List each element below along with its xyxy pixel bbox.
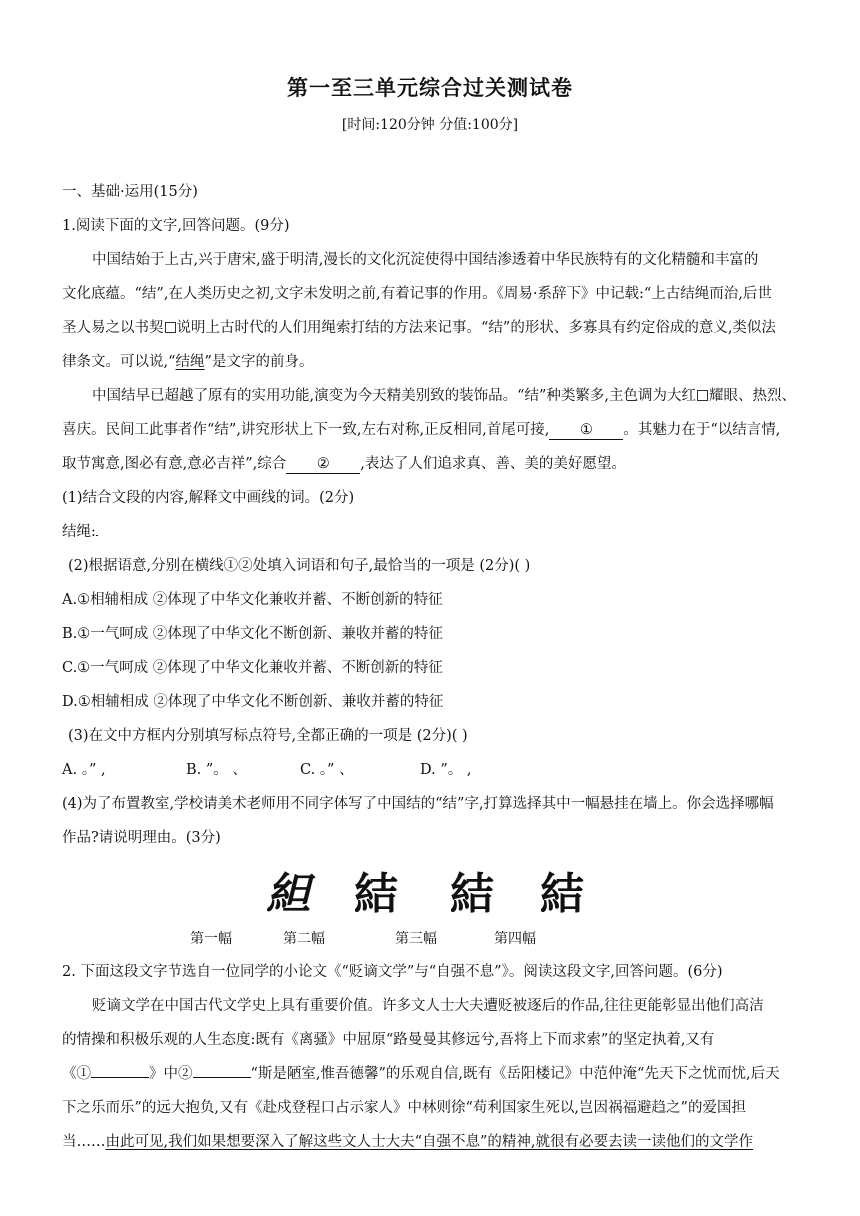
answer-label: 结绳: (62, 524, 96, 540)
passage-text: 说明上古时代的人们用绳索打结的方法来记事。“结”的形状、多寡具有约定俗成的意义,类似法 (176, 320, 776, 336)
passage-text: “斯是陋室,惟吾德馨”的乐观自信,既有《岳阳楼记》中范仲淹“先天下之忧而忧,后天 (250, 1066, 780, 1082)
sub-question-1: (1)结合文段的内容,解释文中画线的词。(2分) (62, 490, 355, 506)
answer-line (62, 522, 98, 542)
passage-line (62, 454, 626, 474)
passage-text: 《① (62, 1066, 91, 1082)
blank-1[interactable]: ① (549, 421, 623, 440)
passage-line: 下之乐而乐”的远大抱负,又有《赴戍登程口占示家人》中林则徐“苟利国家生死以,岂因祸福避趋之”的爱国担 (62, 1100, 746, 1116)
calligraphy-work-3: 結 (450, 870, 494, 919)
passage-text: 中国结早已超越了原有的实用功能,演变为今天精美别致的装饰品。“结”种类繁多,主色调为大红 (92, 388, 697, 404)
passage-text: 取节寓意,图必有意,意必吉祥”,综合 (62, 456, 287, 472)
passage-text: ”是文字的前身。 (204, 354, 314, 370)
passage-text: 喜庆。民间工此事者作“结”,讲究形状上下一致,左右对称,正反相同,首尾可接, (62, 422, 550, 438)
punct-option-c: C. 。” 、 (300, 762, 354, 778)
punct-option-b: B. ”。 、 (186, 762, 247, 778)
passage-text: ,表达了人们追求真、善、美的美好愿望。 (360, 456, 626, 472)
passage-text: 》中② (149, 1066, 193, 1082)
passage-line: 的情操和积极乐观的人生态度:既有《离骚》中屈原“路曼曼其修远兮,吾将上下而求索”的坚定执着,又有 (62, 1032, 715, 1048)
passage-line (62, 1132, 753, 1152)
calligraphy-work-4: 結 (540, 869, 584, 920)
passage-line (62, 318, 776, 338)
answer-blank[interactable] (96, 535, 98, 536)
option-c: C.①一气呵成 ②体现了中华文化兼收并蓄、不断创新的特征 (62, 660, 443, 676)
passage-line (62, 420, 780, 440)
sub-question-2: (2)根据语意,分别在横线①②处填入词语和句子,最恰当的一项是 (2分)( ) (68, 558, 531, 574)
passage-line (62, 352, 313, 372)
underlined-word: 结绳 (175, 354, 205, 370)
passage-line: 贬谪文学在中国古代文学史上具有重要价值。许多文人士大夫遭贬被逐后的作品,往往更能彰显出他们高洁 (92, 998, 764, 1014)
sub-question-4: (4)为了布置教室,学校请美术老师用不同字体写了中国结的“结”字,打算选择其中一幅悬挂在墙上。你会选择哪幅 (62, 796, 774, 812)
question-2-stem: 2. 下面这段文字节选自一位同学的小论文《“贬谪文学”与“自强不息”》。阅读这段文字,回答问题。(6分) (62, 964, 723, 980)
caption-1: 第一幅 (190, 931, 232, 947)
passage-text: 当…… (62, 1134, 106, 1150)
sub-question-4-cont: 作品?请说明理由。(3分) (62, 830, 221, 846)
passage-text: 。其魅力在于“以结言情, (623, 422, 781, 438)
passage-text: 律条文。可以说,“ (62, 354, 176, 370)
blank-q2-2[interactable] (193, 1077, 251, 1078)
section-heading: 一、基础·运用(15分) (62, 184, 198, 200)
blank-q2-1[interactable] (91, 1077, 149, 1078)
punct-option-a: A. 。” , (62, 762, 106, 778)
page-title: 第一至三单元综合过关测试卷 (287, 75, 573, 100)
caption-2: 第二幅 (283, 931, 325, 947)
passage-line: 文化底蕴。“结”,在人类历史之初,文字未发明之前,有着记事的作用。《周易·系辞下》中记载:“上古结绳而治,后世 (62, 286, 772, 302)
option-d: D.①相辅相成 ②体现了中华文化不断创新、兼收并蓄的特征 (62, 694, 444, 710)
option-a: A.①相辅相成 ②体现了中华文化兼收并蓄、不断创新的特征 (62, 592, 443, 608)
passage-line (92, 386, 796, 406)
option-b: B.①一气呵成 ②体现了中华文化不断创新、兼收并蓄的特征 (62, 626, 443, 642)
caption-4: 第四幅 (494, 931, 536, 947)
passage-text: 耀眼、热烈、 (709, 388, 797, 404)
time-score-info: [时间:120分钟 分值:100分] (341, 117, 519, 133)
punctuation-box[interactable] (165, 322, 176, 333)
passage-line: 中国结始于上古,兴于唐宋,盛于明清,漫长的文化沉淀使得中国结渗透着中华民族特有的文化精髓和丰富的 (92, 252, 759, 268)
punctuation-box[interactable] (697, 390, 708, 401)
passage-text: 圣人易之以书契 (62, 320, 164, 336)
caption-3: 第三幅 (395, 931, 437, 947)
underlined-sentence: 由此可见,我们如果想要深入了解这些文人士大夫“自强不息”的精神,就很有必要去读一读他们的文学作 (105, 1134, 754, 1150)
calligraphy-work-1: 䋎 (266, 869, 310, 920)
punct-option-d: D. ”。 , (420, 762, 472, 778)
blank-2[interactable]: ② (286, 455, 360, 474)
sub-question-3: (3)在文中方框内分别填写标点符号,全都正确的一项是 (2分)( ) (68, 728, 468, 744)
passage-line (62, 1064, 780, 1084)
calligraphy-work-2: 結 (354, 869, 398, 920)
question-1-stem: 1.阅读下面的文字,回答问题。(9分) (62, 218, 290, 234)
